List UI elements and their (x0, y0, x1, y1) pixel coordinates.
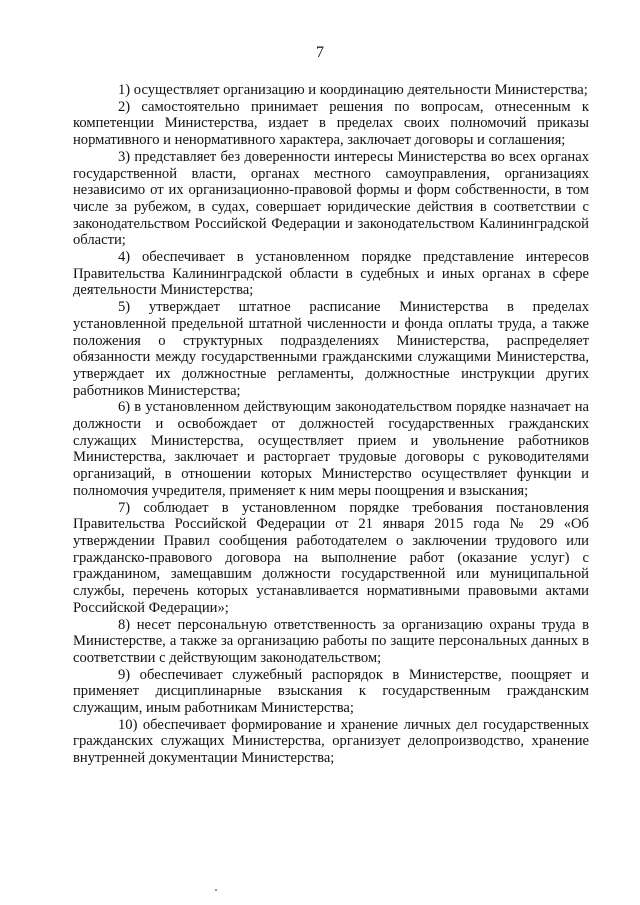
paragraph-item-10: 10) обеспечивает формирование и хранение личных дел государственных гражданских служащих Министерства, организует делопроизводство, хранение внутренней документации Министерства; (73, 716, 589, 767)
document-body (73, 82, 589, 767)
paragraph-item-5: 5) утверждает штатное расписание Министерства в пределах установленной предельной штатной численности и фонда оплаты труда, а также положения о структурных подразделениях Министерства, распределяет обязанности между государственными гражданскими служащими Министерства, утверждает их должностные регламенты, должностные инструкции других работников Министерства; (73, 299, 589, 399)
page-number: 7 (316, 44, 324, 61)
paragraph-item-4: 4) обеспечивает в установленном порядке представление интересов Правительства Калининградской области в судебных и иных органах в сфере деятельности Министерства; (73, 249, 589, 299)
paragraph-item-1: 1) осуществляет организацию и координацию деятельности Министерства; (118, 82, 588, 98)
paragraph-item-7: 7) соблюдает в установленном порядке требования постановления Правительства Российской Федерации от 21 января 2015 года № 29 «Об утверждении Правил сообщения работодателем о заключении трудового или гражданско-правового договора на выполнение работ (оказание услуг) с гражданином, замещавшим должности государственной или муниципальной службы, перечень которых устанавливается нормативными правовыми актами Российской Федерации»; (73, 499, 589, 616)
paragraph-item-3: 3) представляет без доверенности интересы Министерства во всех органах государственной власти, органах местного самоуправления, организациях независимо от их организационно-правовой формы и форм собственности, в том числе за рубежом, в судах, совершает юридические действия в соответствии с законодательством Российской Федерации и законодательством Калининградской области; (73, 148, 589, 249)
paragraph-item-2: 2) самостоятельно принимает решения по вопросам, отнесенным к компетенции Министерства, издает в пределах своих полномочий приказы нормативного и ненормативного характера, заключает договоры и соглашения; (73, 98, 589, 149)
paragraph-item-6: 6) в установленном действующим законодательством порядке назначает на должности и освобождает от должностей государственных гражданских служащих Министерства, осуществляет прием и увольнение работников Министерства, заключает и расторгает трудовые договоры с руководителями организаций, в отношении которых Министерство осуществляет функции и полномочия учредителя, применяет к ним меры поощрения и взыскания; (73, 399, 589, 499)
scan-speck (215, 889, 217, 891)
paragraph-item-8: 8) несет персональную ответственность за организацию охраны труда в Министерстве, а также за организацию работы по защите персональных данных в соответствии с действующим законодательством; (73, 616, 589, 666)
paragraph-item-9: 9) обеспечивает служебный распорядок в Министерстве, поощряет и применяет дисциплинарные взыскания к государственным гражданским служащим, иным работникам Министерства; (73, 666, 589, 717)
